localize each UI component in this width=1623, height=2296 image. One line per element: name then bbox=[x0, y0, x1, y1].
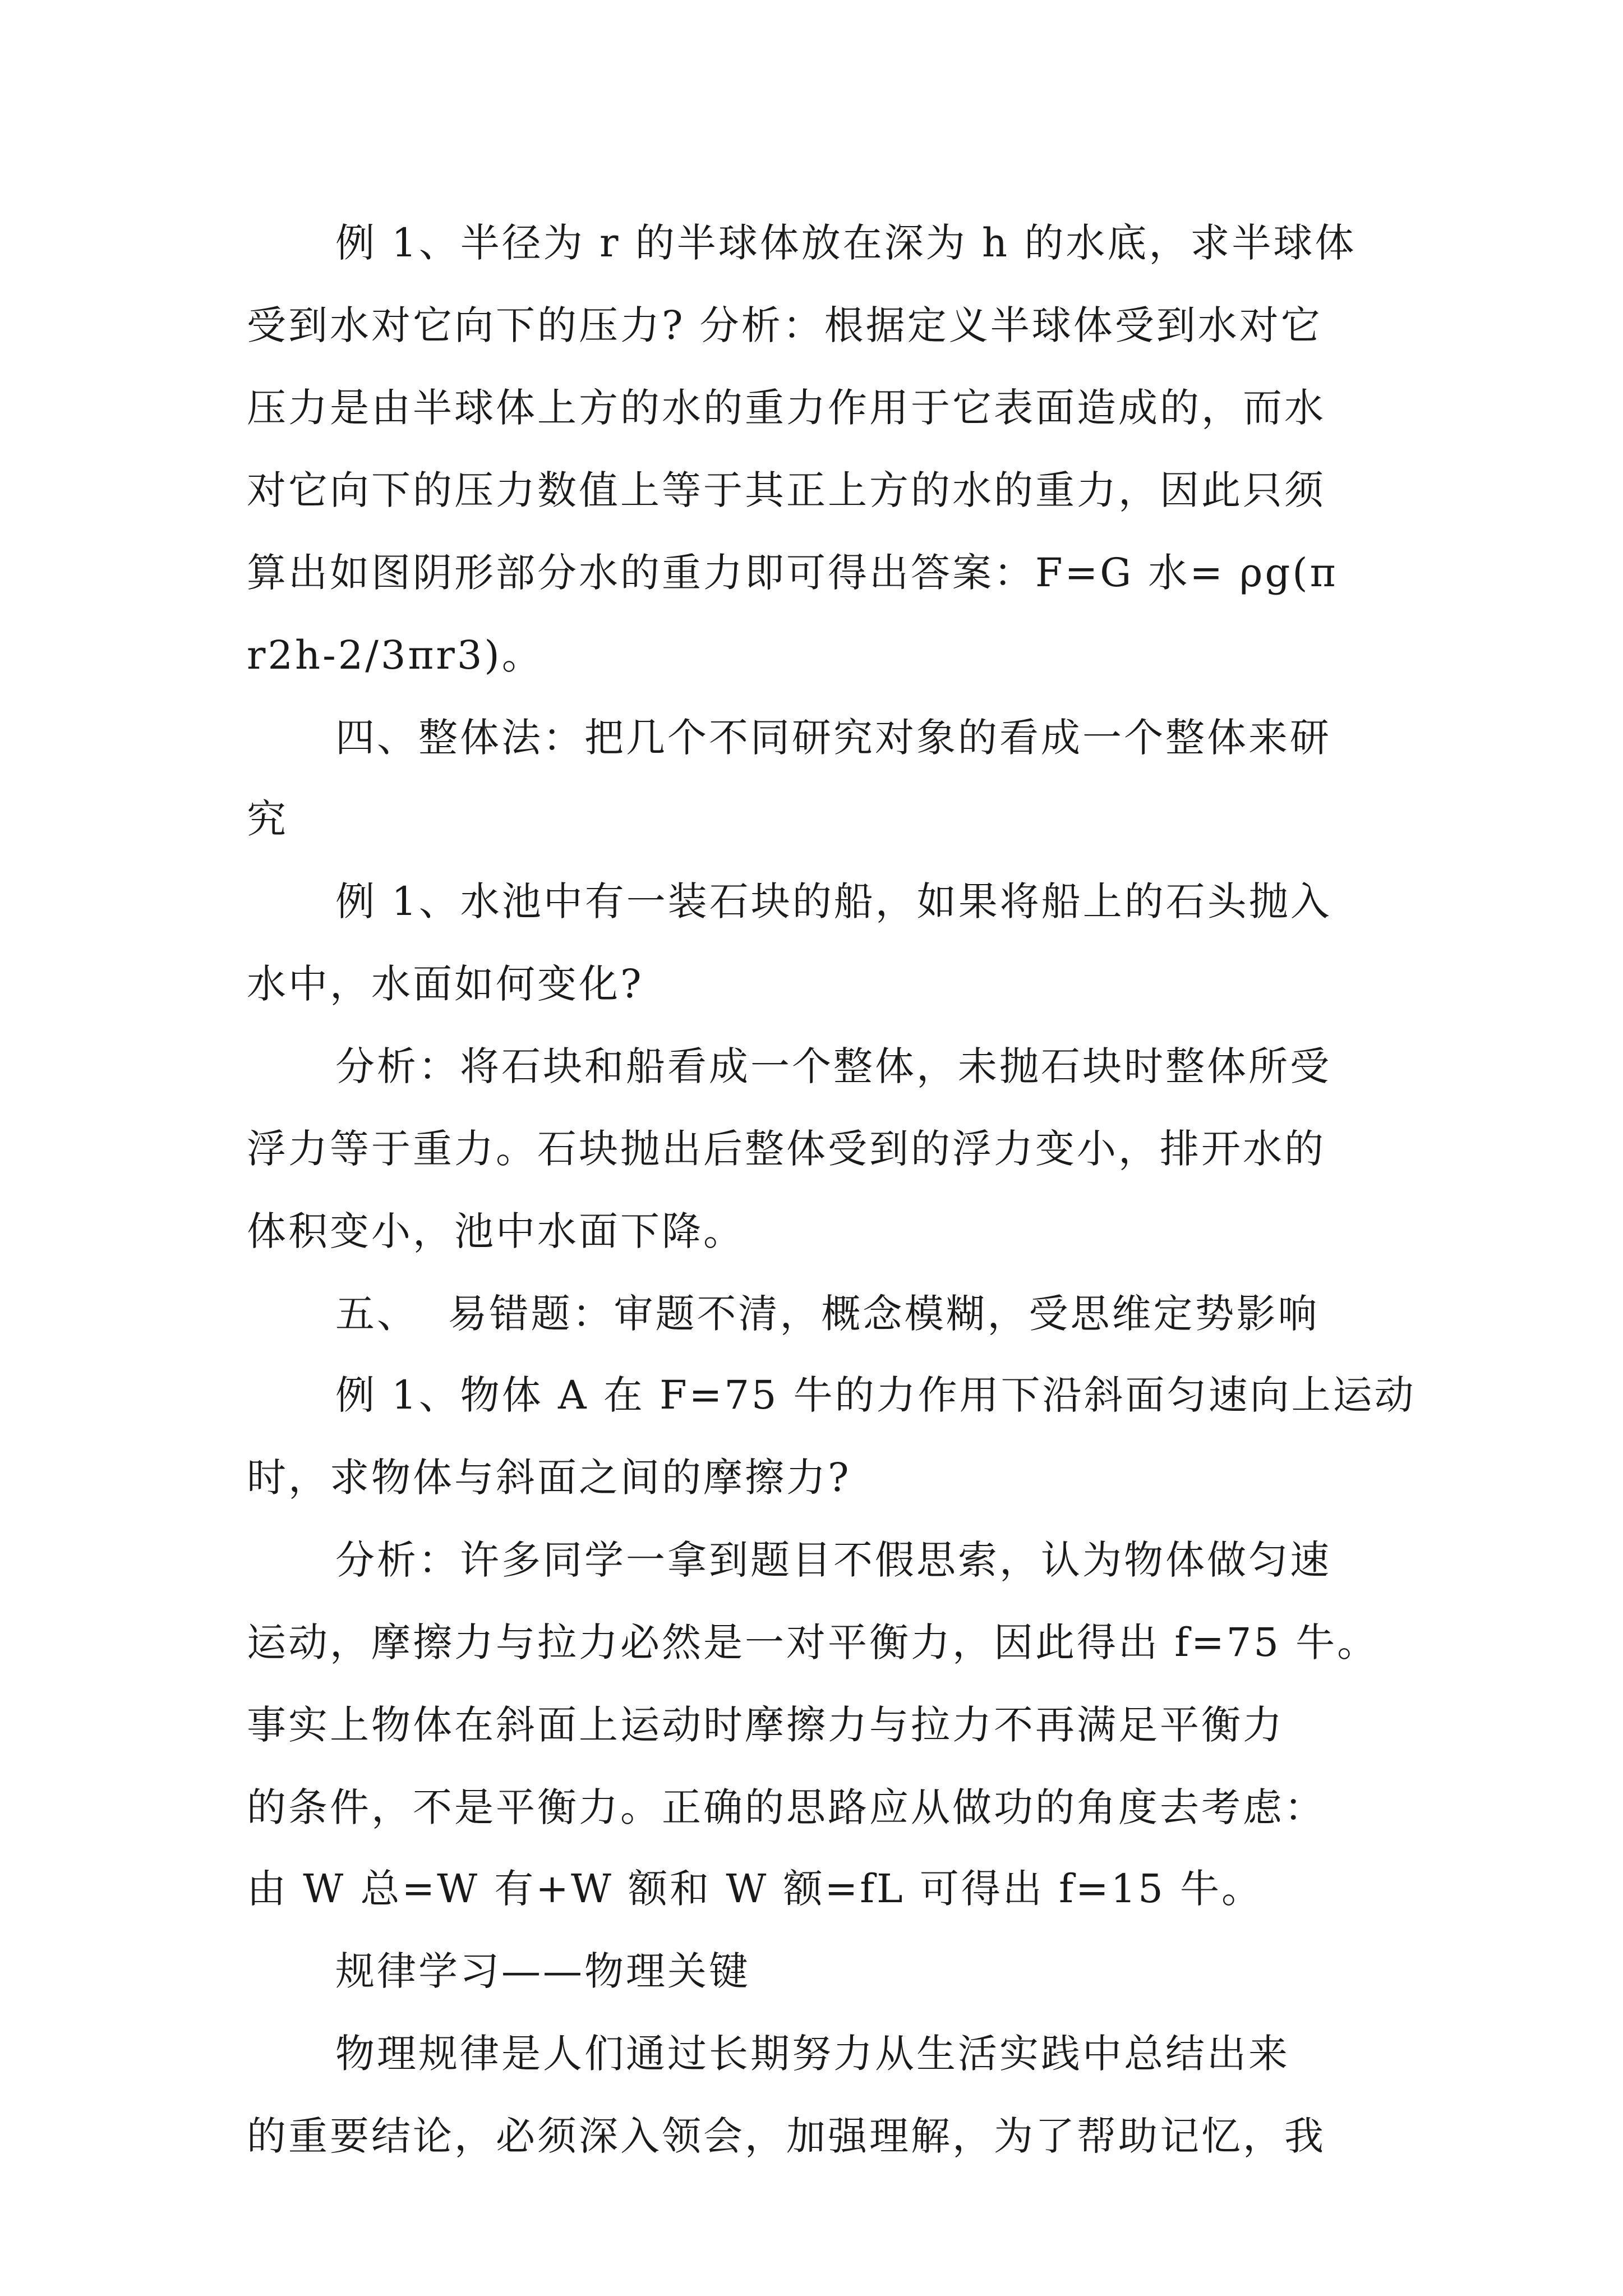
text-line: 运动，摩擦力与拉力必然是一对平衡力，因此得出 f=75 牛。 bbox=[247, 1619, 1379, 1665]
text-line: 规律学习——物理关键 bbox=[335, 1948, 750, 1994]
text-line: 四、整体法：把几个不同研究对象的看成一个整体来研 bbox=[335, 715, 1331, 761]
text-line: 受到水对它向下的压力? 分析：根据定义半球体受到水对它 bbox=[247, 302, 1322, 348]
text-line: 水中，水面如何变化? bbox=[247, 961, 644, 1007]
text-line: 事实上物体在斜面上运动时摩擦力与拉力不再满足平衡力 bbox=[247, 1702, 1284, 1748]
text-line: 时，求物体与斜面之间的摩擦力? bbox=[247, 1455, 851, 1501]
text-line: 例 1、半径为 r 的半球体放在深为 h 的水底，求半球体 bbox=[335, 220, 1357, 266]
text-line: 浮力等于重力。石块抛出后整体受到的浮力变小，排开水的 bbox=[247, 1126, 1326, 1172]
text-line: 由 W 总=W 有+W 额和 W 额=fL 可得出 f=15 牛。 bbox=[247, 1866, 1264, 1912]
text-line: 分析：将石块和船看成一个整体，未抛石块时整体所受 bbox=[335, 1043, 1331, 1089]
text-line: 对它向下的压力数值上等于其正上方的水的重力，因此只须 bbox=[247, 467, 1326, 513]
text-line: 例 1、水池中有一装石块的船，如果将船上的石头抛入 bbox=[335, 878, 1332, 924]
text-line: 的条件，不是平衡力。正确的思路应从做功的角度去考虑： bbox=[247, 1784, 1326, 1830]
text-line: 究 bbox=[247, 796, 288, 842]
text-line: 压力是由半球体上方的水的重力作用于它表面造成的，而水 bbox=[247, 385, 1326, 431]
text-line: 五、 易错题：审题不清，概念模糊，受思维定势影响 bbox=[335, 1291, 1320, 1337]
text-line: 分析：许多同学一拿到题目不假思索，认为物体做匀速 bbox=[335, 1537, 1331, 1583]
text-line: 的重要结论，必须深入领会，加强理解，为了帮助记忆，我 bbox=[247, 2113, 1326, 2159]
text-line: 物理规律是人们通过长期努力从生活实践中总结出来 bbox=[335, 2031, 1290, 2077]
text-line: 体积变小，池中水面下降。 bbox=[247, 1208, 745, 1254]
text-line: 算出如图阴形部分水的重力即可得出答案：F=G 水= ρg(π bbox=[247, 550, 1338, 596]
text-line: 例 1、物体 A 在 F=75 牛的力作用下沿斜面匀速向上运动 bbox=[335, 1372, 1416, 1418]
text-line: r2h-2/3πr3)。 bbox=[247, 632, 543, 678]
